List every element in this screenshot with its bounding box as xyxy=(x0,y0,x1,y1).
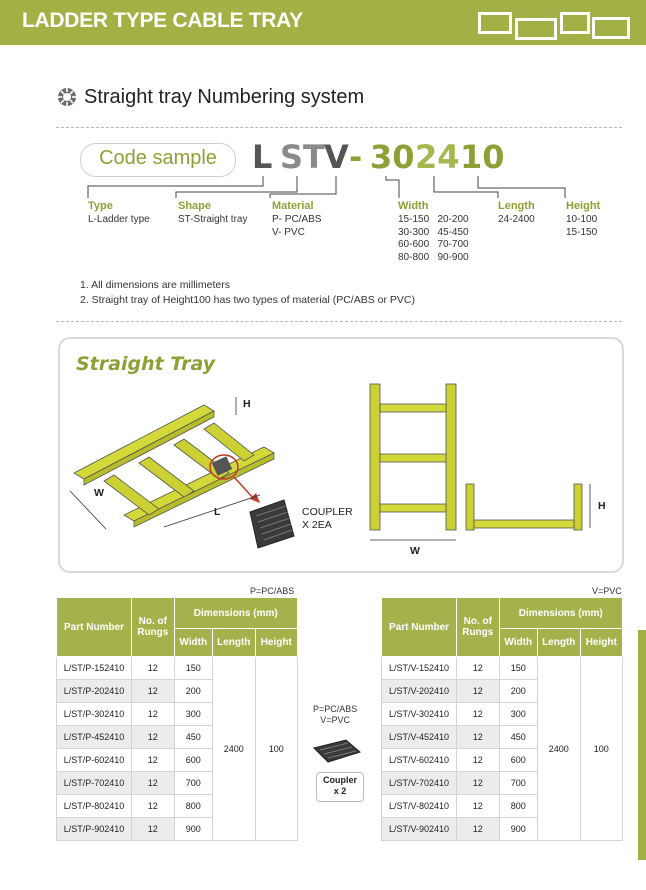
cell-width: 700 xyxy=(174,772,212,795)
col-dimensions: Dimensions (mm) xyxy=(499,598,623,629)
legend-material-head: Material xyxy=(272,200,314,212)
cell-width: 600 xyxy=(174,749,212,772)
col-height: Height xyxy=(255,629,297,657)
cell-rungs: 12 xyxy=(457,749,499,772)
cell-part-number: L/ST/V-802410 xyxy=(382,795,457,818)
cell-rungs: 12 xyxy=(132,818,174,841)
legend-shape-head: Shape xyxy=(178,200,212,212)
legend-shape-body: ST-Straight tray xyxy=(178,214,248,225)
cell-rungs: 12 xyxy=(132,703,174,726)
col-width: Width xyxy=(499,629,537,657)
legend-type-head: Type xyxy=(88,200,113,212)
col-dimensions: Dimensions (mm) xyxy=(174,598,298,629)
col-height: Height xyxy=(580,629,622,657)
material-note: P=PC/ABS V=PVC xyxy=(313,704,358,725)
legend-height-body: 10-100 15-150 xyxy=(566,214,598,238)
legend-height-head: Height xyxy=(566,200,601,212)
cell-width: 150 xyxy=(499,657,537,680)
cell-part-number: L/ST/V-602410 xyxy=(382,749,457,772)
code-letter-material: V xyxy=(324,138,349,176)
col-rungs: No. of Rungs xyxy=(132,598,174,657)
table-row xyxy=(57,657,298,680)
dim-label-l: L xyxy=(214,506,221,518)
code-letter-shape: ST xyxy=(280,138,325,176)
cell-length: 2400 xyxy=(212,657,255,841)
pvc-spec-table xyxy=(381,597,623,841)
cell-rungs: 12 xyxy=(457,680,499,703)
cell-width: 300 xyxy=(499,703,537,726)
cell-width: 900 xyxy=(499,818,537,841)
cell-width: 800 xyxy=(499,795,537,818)
code-letter-width: 30 xyxy=(370,138,415,176)
dim-label-w: W xyxy=(94,487,104,499)
cell-part-number: L/ST/P-302410 xyxy=(57,703,132,726)
cell-rungs: 12 xyxy=(132,726,174,749)
dim-label-h-front: H xyxy=(598,500,606,512)
page-edge-tab xyxy=(638,630,646,860)
col-width: Width xyxy=(174,629,212,657)
table-row xyxy=(382,657,623,680)
page-header-title: LADDER TYPE CABLE TRAY xyxy=(22,9,303,32)
cell-width: 900 xyxy=(174,818,212,841)
code-letter-dash: - xyxy=(349,138,363,176)
legend-length-head: Length xyxy=(498,200,535,212)
col-length: Length xyxy=(537,629,580,657)
cell-rungs: 12 xyxy=(132,680,174,703)
legend-width-head: Width xyxy=(398,200,429,212)
legend-material-body: P- PC/ABS V- PVC xyxy=(272,214,322,238)
tray-front-view xyxy=(362,380,612,560)
divider xyxy=(56,321,622,322)
col-part-number: Part Number xyxy=(382,598,457,657)
cell-part-number: L/ST/P-902410 xyxy=(57,818,132,841)
cell-part-number: L/ST/P-452410 xyxy=(57,726,132,749)
pcabs-spec-table xyxy=(56,597,298,841)
cell-width: 300 xyxy=(174,703,212,726)
code-connector-lines xyxy=(0,0,646,300)
coupler-count-label: Coupler x 2 xyxy=(316,772,364,802)
code-letter-length: 24 xyxy=(415,138,460,176)
legend-width-body: 15-150 20-200 30-300 45-450 60-600 70-700 80-800 90-900 xyxy=(398,214,469,263)
cell-rungs: 12 xyxy=(132,657,174,680)
code-letter-height: 10 xyxy=(460,138,505,176)
cell-part-number: L/ST/V-202410 xyxy=(382,680,457,703)
cell-width: 800 xyxy=(174,795,212,818)
cell-part-number: L/ST/P-202410 xyxy=(57,680,132,703)
cell-width: 450 xyxy=(174,726,212,749)
cell-part-number: L/ST/P-802410 xyxy=(57,795,132,818)
right-table-caption: V=PVC xyxy=(592,586,622,596)
cell-rungs: 12 xyxy=(457,795,499,818)
cell-rungs: 12 xyxy=(132,772,174,795)
coupler-label: COUPLER X 2EA xyxy=(302,506,353,531)
cell-rungs: 12 xyxy=(457,726,499,749)
cell-rungs: 12 xyxy=(457,703,499,726)
cell-part-number: L/ST/V-902410 xyxy=(382,818,457,841)
legend-type-body: L-Ladder type xyxy=(88,214,150,225)
coupler-image xyxy=(244,496,300,550)
cell-width: 200 xyxy=(499,680,537,703)
dim-label-w-front: W xyxy=(410,545,420,557)
cell-part-number: L/ST/P-152410 xyxy=(57,657,132,680)
cell-rungs: 12 xyxy=(457,772,499,795)
cell-width: 200 xyxy=(174,680,212,703)
col-length: Length xyxy=(212,629,255,657)
cell-part-number: L/ST/P-602410 xyxy=(57,749,132,772)
note-item: 2. Straight tray of Height100 has two types of material (PC/ABS or PVC) xyxy=(80,294,415,306)
left-table-caption: P=PC/ABS xyxy=(250,586,295,596)
notes-list xyxy=(80,278,415,308)
cell-part-number: L/ST/P-702410 xyxy=(57,772,132,795)
cell-rungs: 12 xyxy=(132,749,174,772)
dim-label-h: H xyxy=(243,398,251,410)
cell-part-number: L/ST/V-302410 xyxy=(382,703,457,726)
cell-width: 150 xyxy=(174,657,212,680)
cell-rungs: 12 xyxy=(132,795,174,818)
note-item: 1. All dimensions are millimeters xyxy=(80,279,230,291)
cell-part-number: L/ST/V-702410 xyxy=(382,772,457,795)
cell-width: 450 xyxy=(499,726,537,749)
code-letter-type: L xyxy=(252,138,273,176)
cell-rungs: 12 xyxy=(457,818,499,841)
cell-rungs: 12 xyxy=(457,657,499,680)
cell-height: 100 xyxy=(255,657,297,841)
cell-part-number: L/ST/V-152410 xyxy=(382,657,457,680)
code-sample-label: Code sample xyxy=(99,147,217,169)
cell-width: 600 xyxy=(499,749,537,772)
section-title: Straight tray Numbering system xyxy=(84,86,365,108)
cell-height: 100 xyxy=(580,657,622,841)
legend-length-body: 24-2400 xyxy=(498,214,535,225)
col-rungs: No. of Rungs xyxy=(457,598,499,657)
cell-length: 2400 xyxy=(537,657,580,841)
panel-title: Straight Tray xyxy=(76,353,216,375)
cell-width: 700 xyxy=(499,772,537,795)
col-part-number: Part Number xyxy=(57,598,132,657)
cell-part-number: L/ST/V-452410 xyxy=(382,726,457,749)
coupler-small-image xyxy=(312,738,362,766)
